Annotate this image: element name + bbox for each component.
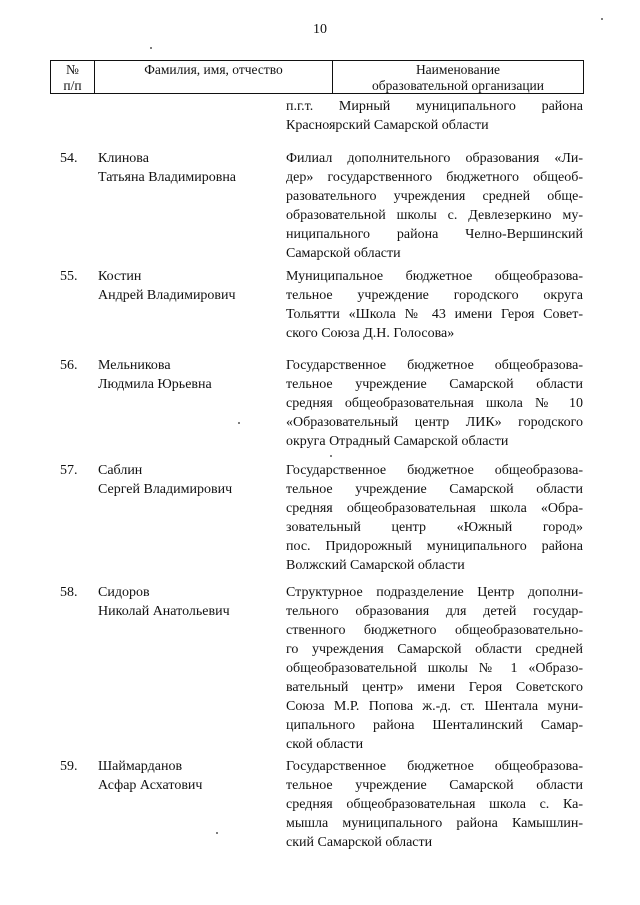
entry-number: 58. bbox=[60, 585, 78, 600]
entry-organization bbox=[286, 583, 583, 754]
org-line: Тольятти «Школа № 43 имени Героя Совет- bbox=[286, 307, 583, 322]
header-organization-column bbox=[333, 61, 584, 93]
name-line: Андрей Владимирович bbox=[98, 288, 236, 303]
entry-organization bbox=[286, 267, 583, 343]
org-line: ственного бюджетного общеобразовательно- bbox=[286, 623, 583, 638]
org-line: Филиал дополнительного образования «Ли- bbox=[286, 151, 583, 166]
org-line: ского Союза Д.Н. Голосова» bbox=[286, 326, 455, 341]
name-line: Сергей Владимирович bbox=[98, 482, 233, 497]
name-line: Асфар Асхатович bbox=[98, 778, 203, 793]
name-line: Мельникова bbox=[98, 358, 171, 373]
org-line: Красноярский Самарской области bbox=[286, 118, 489, 133]
org-line: разовательного учреждения средней обще- bbox=[286, 189, 583, 204]
org-line: округа Отрадный Самарской области bbox=[286, 434, 509, 449]
org-line: ский Самарской области bbox=[286, 835, 433, 850]
org-line: общеобразовательной школы № 1 «Образо- bbox=[286, 661, 583, 676]
org-line: Государственное бюджетное общеобразова- bbox=[286, 358, 583, 373]
org-line: тельного образования для детей государ- bbox=[286, 604, 583, 619]
entry-person-name bbox=[98, 149, 278, 187]
org-line: го учреждения Самарской области средней bbox=[286, 642, 583, 657]
header-organization-line2: образовательной организации bbox=[371, 78, 545, 93]
header-number-line1: № bbox=[66, 62, 79, 77]
org-line: Структурное подразделение Центр дополни- bbox=[286, 585, 583, 600]
org-line: тельное учреждение Самарской области bbox=[286, 377, 583, 392]
header-name-label: Фамилия, имя, отчество bbox=[144, 62, 283, 77]
entry-organization bbox=[286, 461, 583, 575]
org-line: зовательный центр «Южный город» bbox=[286, 520, 583, 535]
org-line: ской области bbox=[286, 737, 364, 752]
org-line: средняя общеобразовательная школа с. Ка- bbox=[286, 797, 583, 812]
entry-number: 54. bbox=[60, 151, 78, 166]
scan-speck bbox=[238, 422, 240, 424]
name-line: Татьяна Владимировна bbox=[98, 170, 237, 185]
entry-number: 57. bbox=[60, 463, 78, 478]
name-line: Сидоров bbox=[98, 585, 150, 600]
name-line: Николай Анатольевич bbox=[98, 604, 230, 619]
entry-number: 56. bbox=[60, 358, 78, 373]
name-line: Шаймарданов bbox=[98, 759, 183, 774]
org-line: Союза М.Р. Попова ж.-д. ст. Шентала муни- bbox=[286, 699, 583, 714]
org-line: средняя общеобразовательная школа № 10 bbox=[286, 396, 583, 411]
scan-speck bbox=[216, 832, 218, 834]
org-line: п.г.т. Мирный муниципального района bbox=[286, 99, 583, 114]
org-line: ципального района Шенталинский Самар- bbox=[286, 718, 583, 733]
entry-number: 59. bbox=[60, 759, 78, 774]
header-number-column bbox=[50, 61, 95, 93]
org-line: пос. Придорожный муниципального района bbox=[286, 539, 583, 554]
org-line: вательный центр» имени Героя Советского bbox=[286, 680, 583, 695]
org-line: образовательной школы с. Девлезеркино му- bbox=[286, 208, 583, 223]
entry-person-name bbox=[98, 757, 278, 795]
page-number: 10 bbox=[313, 22, 327, 37]
org-line: тельное учреждение Самарской области bbox=[286, 482, 583, 497]
org-line: Волжский Самарской области bbox=[286, 558, 465, 573]
entry-person-name bbox=[98, 267, 278, 305]
header-name-column bbox=[95, 61, 333, 93]
entry-organization bbox=[286, 149, 583, 263]
name-line: Людмила Юрьевна bbox=[98, 377, 212, 392]
header-number-line2: п/п bbox=[63, 78, 82, 93]
entry-person-name bbox=[98, 461, 278, 499]
header-organization-line1: Наименование bbox=[415, 62, 501, 77]
org-line: тельное учреждение городского округа bbox=[286, 288, 583, 303]
name-line: Саблин bbox=[98, 463, 143, 478]
name-line: Клинова bbox=[98, 151, 149, 166]
entry-person-name bbox=[98, 583, 278, 621]
scan-speck bbox=[601, 18, 603, 20]
entry-organization bbox=[286, 757, 583, 852]
org-line: Государственное бюджетное общеобразова- bbox=[286, 463, 583, 478]
org-line: Государственное бюджетное общеобразова- bbox=[286, 759, 583, 774]
entry-organization bbox=[286, 356, 583, 451]
org-line: мышла муниципального района Камышлин- bbox=[286, 816, 583, 831]
org-line: Самарской области bbox=[286, 246, 401, 261]
name-line: Костин bbox=[98, 269, 142, 284]
entry-number: 55. bbox=[60, 269, 78, 284]
org-line: Муниципальное бюджетное общеобразова- bbox=[286, 269, 583, 284]
org-line: «Образовательный центр ЛИК» городского bbox=[286, 415, 583, 430]
entry-person-name bbox=[98, 356, 278, 394]
org-line: дер» государственного бюджетного общеоб- bbox=[286, 170, 583, 185]
scan-speck bbox=[150, 47, 152, 49]
org-line: средняя общеобразовательная школа «Обра- bbox=[286, 501, 583, 516]
continuation-organization bbox=[286, 97, 583, 135]
org-line: ниципального района Челно-Вершинский bbox=[286, 227, 583, 242]
scan-speck bbox=[330, 455, 332, 457]
org-line: тельное учреждение Самарской области bbox=[286, 778, 583, 793]
table-header bbox=[50, 60, 584, 94]
